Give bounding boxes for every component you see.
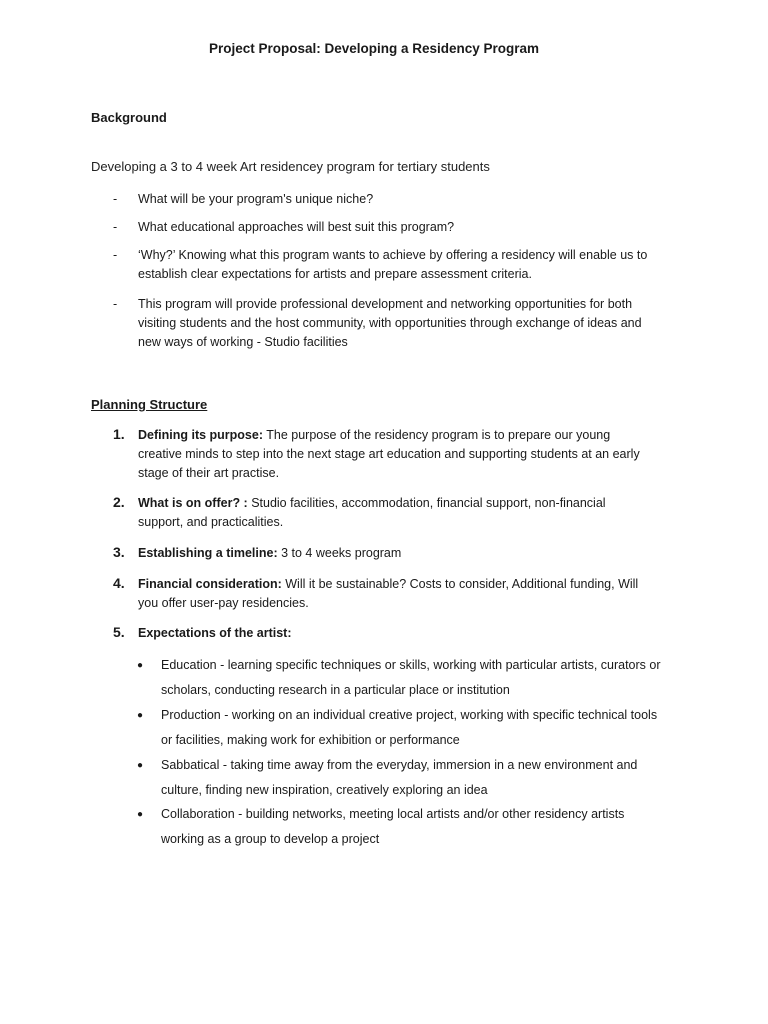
list-item-text: What educational approaches will best suit this program?: [138, 220, 455, 234]
expectations-list-item: [137, 753, 667, 803]
background-intro: Developing a 3 to 4 week Art residencey program for tertiary students: [91, 159, 490, 174]
item-lead: What is on offer? :: [138, 496, 248, 510]
list-item-text: This program will provide professional development and networking opportunities for both visiting students and the host community, with opportunities through exchange of ideas and new ways of working - Studio facilities: [138, 297, 642, 349]
list-item-text: Sabbatical - taking time away from the everyday, immersion in a new environment and culture, finding new inspiration, creatively exploring an idea: [161, 758, 638, 797]
item-number: 4.: [113, 575, 125, 591]
background-heading: Background: [91, 110, 167, 125]
document-title: Project Proposal: Developing a Residency Program: [208, 41, 540, 56]
planning-list-item: [113, 494, 643, 532]
planning-heading: Planning Structure: [91, 397, 208, 412]
bullet-marker: ●: [137, 809, 144, 820]
list-item-text: Collaboration - building networks, meeting local artists and/or other residency artists working as a group to develop a project: [161, 807, 625, 846]
list-item-text: ‘Why?’ Knowing what this program wants to achieve by offering a residency will enable us to establish clear expectations for artists and prepare assessment criteria.: [138, 248, 648, 281]
bullet-marker: ●: [137, 710, 144, 721]
planning-list-item: [113, 544, 643, 563]
background-list-item: [113, 190, 663, 209]
planning-list-item: [113, 575, 643, 613]
expectations-list-item: [137, 653, 667, 703]
item-number: 1.: [113, 426, 125, 442]
expectations-list-item: [137, 703, 667, 753]
item-text: Studio facilities, accommodation, financial support, non-financial support, and practicalities.: [138, 496, 606, 529]
dash-marker: -: [113, 297, 118, 311]
list-item-text: Production - working on an individual creative project, working with specific technical tools or facilities, making work for exhibition or performance: [161, 708, 658, 747]
item-lead: Establishing a timeline:: [138, 546, 278, 560]
item-text: Will it be sustainable? Costs to consider, Additional funding, Will you offer user-pay residencies.: [138, 577, 639, 610]
item-number: 2.: [113, 494, 125, 510]
item-lead: Financial consideration:: [138, 577, 282, 591]
dash-marker: -: [113, 220, 118, 234]
background-list-item: [113, 246, 663, 284]
item-number: 3.: [113, 544, 125, 560]
planning-list-item: [113, 426, 643, 483]
item-number: 5.: [113, 624, 125, 640]
bullet-marker: ●: [137, 760, 144, 771]
background-list-item: [113, 295, 663, 352]
dash-marker: -: [113, 192, 118, 206]
expectations-list-item: [137, 802, 667, 852]
bullet-marker: ●: [137, 660, 144, 671]
item-lead: Expectations of the artist:: [138, 626, 292, 640]
list-item-text: What will be your program's unique niche?: [138, 192, 374, 206]
item-lead: Defining its purpose:: [138, 428, 263, 442]
dash-marker: -: [113, 248, 118, 262]
item-text: The purpose of the residency program is to prepare our young creative minds to step into the next stage art education and supporting students at an early stage of their art practise.: [138, 428, 640, 480]
list-item-text: Education - learning specific techniques or skills, working with particular artists, curators or scholars, conducting research in a particular place or institution: [161, 658, 661, 697]
background-list-item: [113, 218, 663, 237]
item-text: 3 to 4 weeks program: [277, 546, 402, 560]
planning-list-item: [113, 624, 643, 643]
